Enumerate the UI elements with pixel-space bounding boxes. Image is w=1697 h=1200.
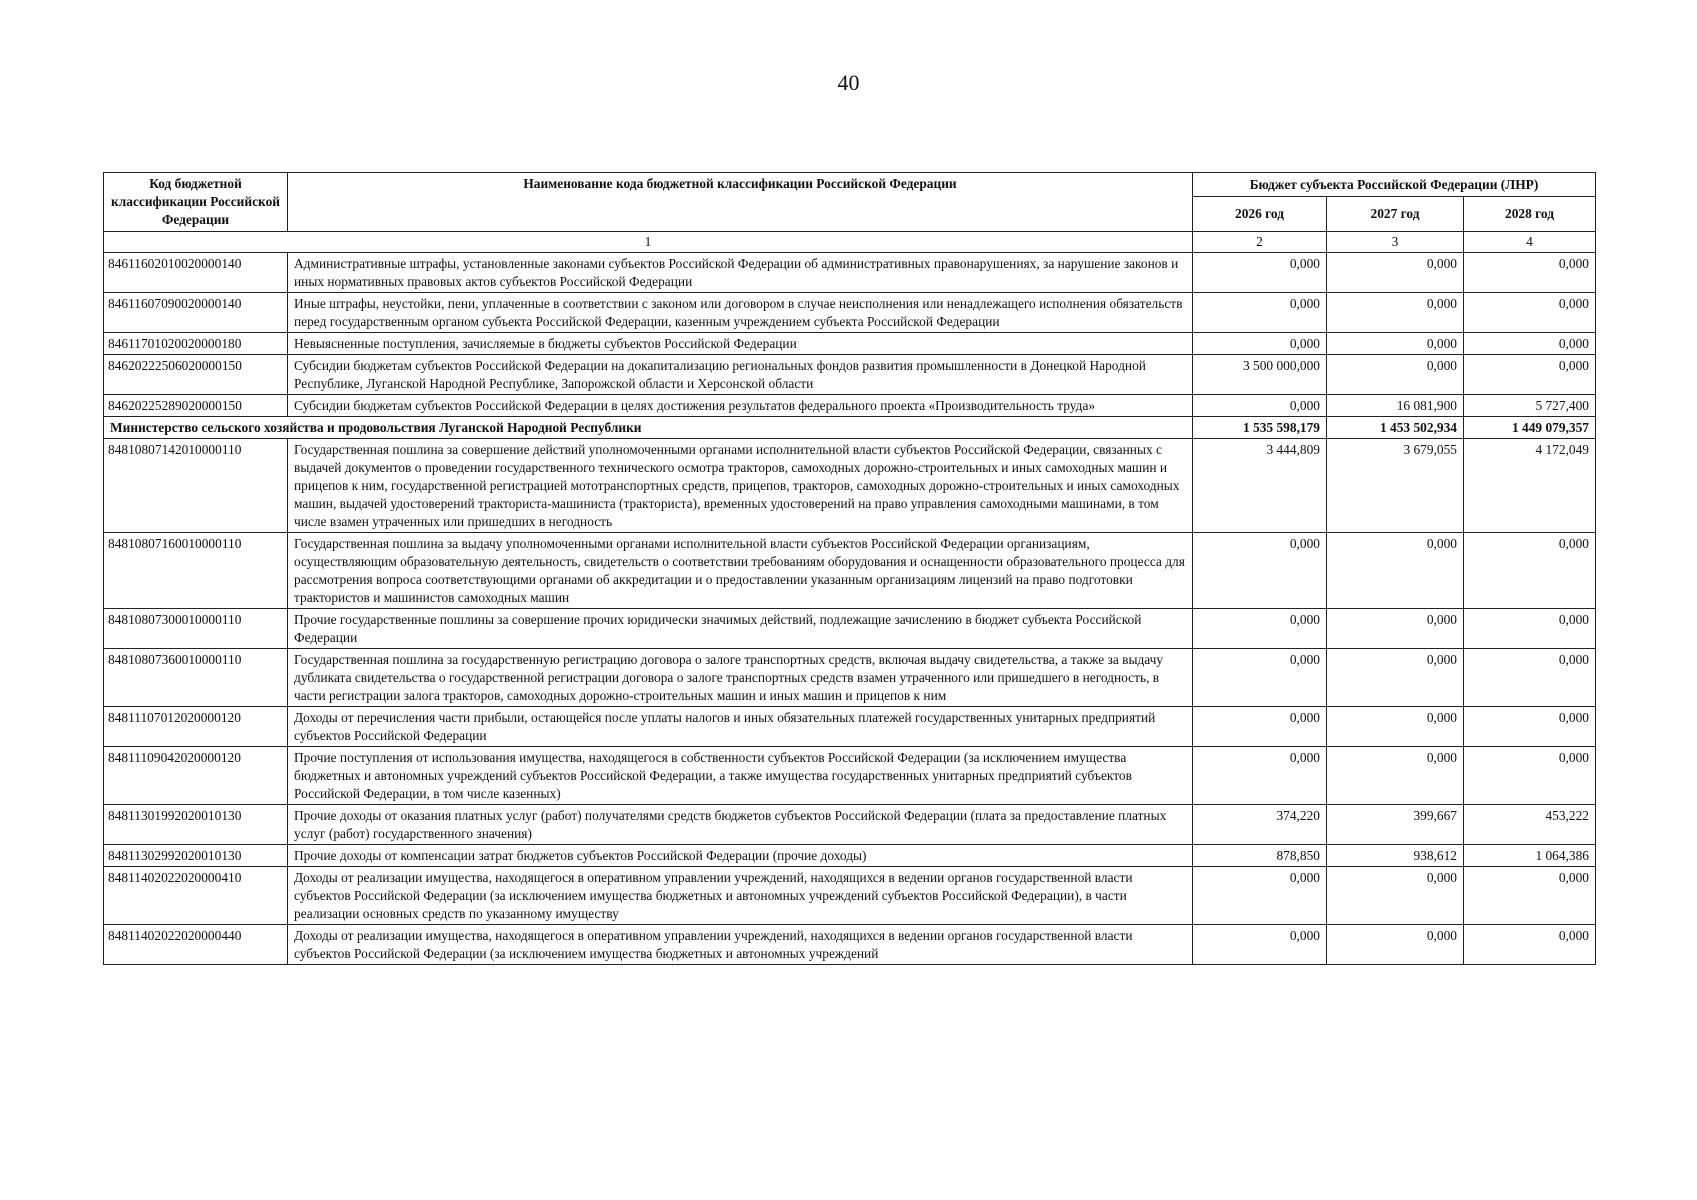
header-code-column: Код бюджетной классификации Российской Федерации xyxy=(104,173,288,232)
code-description: Прочие доходы от оказания платных услуг (работ) получателями средств бюджетов субъектов Российской Федерации (плата за предоставление платных услуг (работ) государственного значения) xyxy=(288,805,1193,845)
amount-2028: 0,000 xyxy=(1464,925,1596,965)
page-number: 40 xyxy=(837,70,860,95)
table-row xyxy=(104,395,1596,417)
table-row xyxy=(104,925,1596,965)
amount-2028: 0,000 xyxy=(1464,533,1596,609)
budget-code: 84811302992020010130 xyxy=(104,845,288,867)
budget-code: 84810807300010000110 xyxy=(104,609,288,649)
amount-2028: 0,000 xyxy=(1464,293,1596,333)
table-row xyxy=(104,867,1596,925)
amount-2026: 0,000 xyxy=(1193,609,1327,649)
amount-2027: 3 679,055 xyxy=(1327,439,1464,533)
table-row xyxy=(104,707,1596,747)
table-row xyxy=(104,649,1596,707)
amount-2027: 0,000 xyxy=(1327,925,1464,965)
code-description: Государственная пошлина за выдачу уполномоченными органами исполнительной власти субъектов Российской Федерации организациям, осуществляющим образовательную деятельность, свидетельств о соответствии требованиям оборудования и оснащенности образовательного процесса для рассмотрения вопроса соответствующими органами об аккредитации и о предоставлении указанным организациям лицензий на право подготовки трактористов и машинистов самоходных машин xyxy=(288,533,1193,609)
amount-2028: 0,000 xyxy=(1464,707,1596,747)
amount-2028: 1 064,386 xyxy=(1464,845,1596,867)
code-description: Доходы от реализации имущества, находящегося в оперативном управлении учреждений, находящихся в ведении органов государственной власти субъектов Российской Федерации (за исключением имущества бюджетных и автономных учреждений субъектов Российской Федерации), в части реализации основных средств по указанному имуществу xyxy=(288,867,1193,925)
amount-2028: 0,000 xyxy=(1464,355,1596,395)
amount-2028: 0,000 xyxy=(1464,867,1596,925)
amount-2026: 3 444,809 xyxy=(1193,439,1327,533)
amount-2028: 0,000 xyxy=(1464,333,1596,355)
column-number-2: 2 xyxy=(1193,232,1327,253)
budget-code: 84611602010020000140 xyxy=(104,253,288,293)
amount-2027: 0,000 xyxy=(1327,333,1464,355)
amount-2026: 374,220 xyxy=(1193,805,1327,845)
table-row xyxy=(104,253,1596,293)
amount-2026: 0,000 xyxy=(1193,253,1327,293)
budget-code: 84810807360010000110 xyxy=(104,649,288,707)
amount-2026: 0,000 xyxy=(1193,925,1327,965)
table-row xyxy=(104,609,1596,649)
amount-2028: 0,000 xyxy=(1464,649,1596,707)
code-description: Государственная пошлина за государственную регистрацию договора о залоге транспортных средств, включая выдачу свидетельства, а также за выдачу дубликата свидетельства о государственной регистрации договора о залоге транспортных средств взамен утраченного или пришедшего в негодность, в части регистрации залога тракторов, самоходных дорожно-строительных машин и иных машин и прицепов к ним xyxy=(288,649,1193,707)
table-row xyxy=(104,747,1596,805)
budget-code: 84811109042020000120 xyxy=(104,747,288,805)
budget-code: 84611701020020000180 xyxy=(104,333,288,355)
code-description: Прочие государственные пошлины за совершение прочих юридически значимых действий, подлежащие зачислению в бюджет субъекта Российской Федерации xyxy=(288,609,1193,649)
table-row xyxy=(104,333,1596,355)
amount-2028: 0,000 xyxy=(1464,253,1596,293)
column-number-4: 4 xyxy=(1464,232,1596,253)
budget-code: 84810807142010000110 xyxy=(104,439,288,533)
amount-2027: 0,000 xyxy=(1327,609,1464,649)
code-description: Субсидии бюджетам субъектов Российской Федерации в целях достижения результатов федерального проекта «Производительность труда» xyxy=(288,395,1193,417)
amount-2026: 1 535 598,179 xyxy=(1193,417,1327,439)
amount-2028: 5 727,400 xyxy=(1464,395,1596,417)
code-description: Доходы от перечисления части прибыли, остающейся после уплаты налогов и иных обязательных платежей государственных унитарных предприятий субъектов Российской Федерации xyxy=(288,707,1193,747)
budget-code: 84811402022020000440 xyxy=(104,925,288,965)
header-year-2026: 2026 год xyxy=(1193,197,1327,232)
column-number-1: 1 xyxy=(104,232,1193,253)
amount-2026: 3 500 000,000 xyxy=(1193,355,1327,395)
amount-2027: 0,000 xyxy=(1327,533,1464,609)
amount-2027: 0,000 xyxy=(1327,355,1464,395)
budget-code: 84620222506020000150 xyxy=(104,355,288,395)
section-row xyxy=(104,417,1596,439)
amount-2027: 938,612 xyxy=(1327,845,1464,867)
budget-table xyxy=(103,172,1596,965)
amount-2027: 0,000 xyxy=(1327,747,1464,805)
amount-2027: 0,000 xyxy=(1327,867,1464,925)
table-row xyxy=(104,293,1596,333)
amount-2028: 0,000 xyxy=(1464,747,1596,805)
amount-2027: 0,000 xyxy=(1327,253,1464,293)
code-description: Административные штрафы, установленные законами субъектов Российской Федерации об административных правонарушениях, за нарушение законов и иных нормативных правовых актов субъектов Российской Федерации xyxy=(288,253,1193,293)
amount-2027: 0,000 xyxy=(1327,707,1464,747)
amount-2026: 0,000 xyxy=(1193,395,1327,417)
table-row xyxy=(104,355,1596,395)
budget-code: 84811402022020000410 xyxy=(104,867,288,925)
budget-code: 84611607090020000140 xyxy=(104,293,288,333)
code-description: Иные штрафы, неустойки, пени, уплаченные в соответствии с законом или договором в случае неисполнения или ненадлежащего исполнения обязательств перед государственным органом субъекта Российской Федерации, казенным учреждением субъекта Российской Федерации xyxy=(288,293,1193,333)
table-row xyxy=(104,845,1596,867)
table-body xyxy=(104,253,1596,965)
budget-code: 84811301992020010130 xyxy=(104,805,288,845)
header-year-2027: 2027 год xyxy=(1327,197,1464,232)
table-row xyxy=(104,533,1596,609)
amount-2028: 0,000 xyxy=(1464,609,1596,649)
amount-2027: 0,000 xyxy=(1327,293,1464,333)
amount-2026: 0,000 xyxy=(1193,707,1327,747)
code-description: Прочие поступления от использования имущества, находящегося в собственности субъектов Российской Федерации (за исключением имущества бюджетных и автономных учреждений субъектов Российской Федерации, а также имущества государственных унитарных предприятий субъектов Российской Федерации, в том числе казенных) xyxy=(288,747,1193,805)
amount-2026: 0,000 xyxy=(1193,649,1327,707)
amount-2026: 0,000 xyxy=(1193,293,1327,333)
amount-2028: 1 449 079,357 xyxy=(1464,417,1596,439)
amount-2027: 16 081,900 xyxy=(1327,395,1464,417)
amount-2026: 878,850 xyxy=(1193,845,1327,867)
amount-2026: 0,000 xyxy=(1193,533,1327,609)
amount-2027: 1 453 502,934 xyxy=(1327,417,1464,439)
budget-code: 84620225289020000150 xyxy=(104,395,288,417)
header-budget-column: Бюджет субъекта Российской Федерации (ЛНР) xyxy=(1193,173,1596,197)
amount-2026: 0,000 xyxy=(1193,867,1327,925)
code-description: Прочие доходы от компенсации затрат бюджетов субъектов Российской Федерации (прочие доходы) xyxy=(288,845,1193,867)
amount-2027: 399,667 xyxy=(1327,805,1464,845)
table-row xyxy=(104,805,1596,845)
amount-2026: 0,000 xyxy=(1193,747,1327,805)
section-title: Министерство сельского хозяйства и продовольствия Луганской Народной Республики xyxy=(104,417,1193,439)
code-description: Доходы от реализации имущества, находящегося в оперативном управлении учреждений, находящихся в ведении органов государственной власти субъектов Российской Федерации (за исключением имущества бюджетных и автономных учреждений xyxy=(288,925,1193,965)
amount-2026: 0,000 xyxy=(1193,333,1327,355)
table-row xyxy=(104,439,1596,533)
header-year-2028: 2028 год xyxy=(1464,197,1596,232)
budget-code: 84811107012020000120 xyxy=(104,707,288,747)
column-number-3: 3 xyxy=(1327,232,1464,253)
header-name-column: Наименование кода бюджетной классификации Российской Федерации xyxy=(288,173,1193,232)
code-description: Невыясненные поступления, зачисляемые в бюджеты субъектов Российской Федерации xyxy=(288,333,1193,355)
amount-2028: 4 172,049 xyxy=(1464,439,1596,533)
code-description: Государственная пошлина за совершение действий уполномоченными органами исполнительной власти субъектов Российской Федерации, связанных с выдачей документов о проведении государственного технического осмотра тракторов, самоходных дорожно-строительных и иных самоходных машин и прицепов к ним, государственной регистрацией мототранспортных средств, прицепов, тракторов, самоходных дорожно-строительных и иных самоходных машин, выдачей удостоверений тракториста-машиниста (тракториста), временных удостоверений на право управления самоходными машинами, в том числе взамен утраченных или пришедших в негодность xyxy=(288,439,1193,533)
budget-code: 84810807160010000110 xyxy=(104,533,288,609)
amount-2027: 0,000 xyxy=(1327,649,1464,707)
amount-2028: 453,222 xyxy=(1464,805,1596,845)
code-description: Субсидии бюджетам субъектов Российской Федерации на докапитализацию региональных фондов развития промышленности в Донецкой Народной Республике, Луганской Народной Республике, Запорожской области и Херсонской области xyxy=(288,355,1193,395)
